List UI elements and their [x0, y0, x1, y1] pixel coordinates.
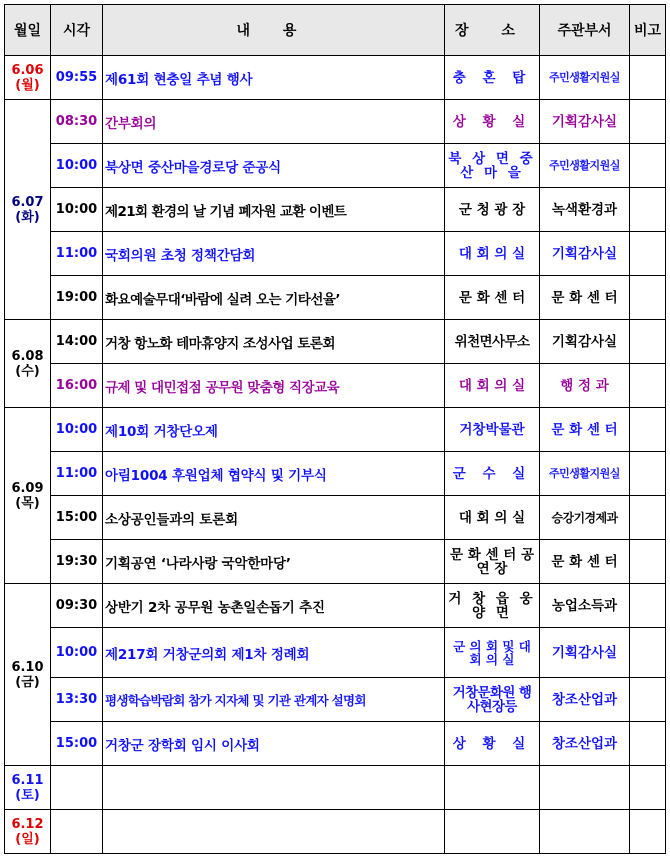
- dept-cell: 문 화 센 터: [540, 408, 630, 452]
- content-cell: [103, 810, 445, 854]
- place-cell: 상 황 실: [445, 100, 540, 144]
- note-cell: [630, 232, 666, 276]
- table-row: [5, 584, 666, 628]
- note-cell: [630, 628, 666, 678]
- day-label: (월): [15, 77, 40, 93]
- note-cell: [630, 496, 666, 540]
- date-cell: [5, 100, 51, 320]
- date-cell: [5, 766, 51, 810]
- table-row: [5, 100, 666, 144]
- date-label: 6.06: [11, 62, 44, 78]
- content-cell: 제10회 거창단오제: [103, 408, 445, 452]
- note-cell: [630, 766, 666, 810]
- note-cell: [630, 540, 666, 584]
- note-cell: [630, 320, 666, 364]
- date-label: 6.08: [11, 348, 44, 364]
- note-cell: [630, 100, 666, 144]
- table-row: [5, 144, 666, 188]
- table-row: [5, 540, 666, 584]
- day-label: (토): [15, 787, 40, 803]
- header-row: [5, 5, 666, 56]
- header-note: 비고: [630, 5, 666, 56]
- header-time: 시각: [51, 5, 103, 56]
- dept-cell: 기획감사실: [540, 628, 630, 678]
- header-dept: 주관부서: [540, 5, 630, 56]
- place-cell: 북 상 면 중 산 마 을: [445, 144, 540, 188]
- dept-cell: [540, 810, 630, 854]
- place-cell: 위천면사무소: [445, 320, 540, 364]
- content-cell: 제21회 환경의 날 기념 폐자원 교환 이벤트: [103, 188, 445, 232]
- note-cell: [630, 144, 666, 188]
- content-cell: 거창군 장학회 임시 이사회: [103, 722, 445, 766]
- note-cell: [630, 276, 666, 320]
- dept-cell: 창조산업과: [540, 722, 630, 766]
- time-cell: 15:00: [51, 496, 103, 540]
- time-cell: [51, 810, 103, 854]
- dept-cell: 주민생활지원실: [540, 452, 630, 496]
- table-row: [5, 766, 666, 810]
- table-row: [5, 232, 666, 276]
- content-cell: 상반기 2차 공무원 농촌일손돕기 추진: [103, 584, 445, 628]
- time-cell: [51, 766, 103, 810]
- dept-cell: [540, 766, 630, 810]
- dept-cell: 주민생활지원실: [540, 144, 630, 188]
- day-label: (목): [15, 495, 40, 511]
- table-row: [5, 810, 666, 854]
- place-cell: 군 수 실: [445, 452, 540, 496]
- place-cell: [445, 766, 540, 810]
- day-label: (화): [15, 209, 40, 225]
- date-label: 6.12: [11, 816, 44, 832]
- table-row: [5, 628, 666, 678]
- date-label: 6.11: [11, 772, 44, 788]
- time-cell: 19:30: [51, 540, 103, 584]
- time-cell: 10:00: [51, 408, 103, 452]
- date-cell: [5, 56, 51, 100]
- time-cell: 08:30: [51, 100, 103, 144]
- time-cell: 10:00: [51, 144, 103, 188]
- content-cell: 규제 및 대민접점 공무원 맞춤형 직장교육: [103, 364, 445, 408]
- date-label: 6.09: [11, 480, 44, 496]
- note-cell: [630, 452, 666, 496]
- place-cell: 상 황 실: [445, 722, 540, 766]
- content-cell: 소상공인들과의 토론회: [103, 496, 445, 540]
- place-cell: 군 의 회 및 대 회 의 실: [445, 628, 540, 678]
- time-cell: 19:00: [51, 276, 103, 320]
- day-label: (일): [15, 831, 40, 847]
- note-cell: [630, 408, 666, 452]
- note-cell: [630, 678, 666, 722]
- table-row: [5, 276, 666, 320]
- header-day: 월일: [5, 5, 51, 56]
- time-cell: 14:00: [51, 320, 103, 364]
- time-cell: 09:55: [51, 56, 103, 100]
- date-cell: [5, 408, 51, 584]
- note-cell: [630, 810, 666, 854]
- table-row: [5, 188, 666, 232]
- table-row: [5, 364, 666, 408]
- place-cell: 거창문화원 행사현장등: [445, 678, 540, 722]
- note-cell: [630, 56, 666, 100]
- content-cell: 국회의원 초청 정책간담회: [103, 232, 445, 276]
- date-cell: [5, 584, 51, 766]
- time-cell: 11:00: [51, 232, 103, 276]
- note-cell: [630, 188, 666, 232]
- note-cell: [630, 722, 666, 766]
- place-cell: 대 회 의 실: [445, 232, 540, 276]
- dept-cell: 창조산업과: [540, 678, 630, 722]
- place-cell: 문 화 센 터 공 연 장: [445, 540, 540, 584]
- content-cell: 평생학습박람회 참가 지자체 및 기관 관계자 설명회: [103, 678, 445, 722]
- content-cell: 기획공연 ‘나라사랑 국악한마당’: [103, 540, 445, 584]
- table-row: [5, 408, 666, 452]
- dept-cell: 행 정 과: [540, 364, 630, 408]
- dept-cell: 녹색환경과: [540, 188, 630, 232]
- dept-cell: 농업소득과: [540, 584, 630, 628]
- date-cell: [5, 320, 51, 408]
- time-cell: 11:00: [51, 452, 103, 496]
- dept-cell: 문 화 센 터: [540, 276, 630, 320]
- day-label: (금): [15, 674, 40, 690]
- content-cell: 제61회 현충일 추념 행사: [103, 56, 445, 100]
- table-row: [5, 722, 666, 766]
- dept-cell: 기획감사실: [540, 320, 630, 364]
- place-cell: 대 회 의 실: [445, 364, 540, 408]
- table-row: [5, 56, 666, 100]
- time-cell: 10:00: [51, 628, 103, 678]
- dept-cell: 기획감사실: [540, 232, 630, 276]
- date-label: 6.10: [11, 659, 44, 675]
- table-row: [5, 452, 666, 496]
- content-cell: 북상면 중산마을경로당 준공식: [103, 144, 445, 188]
- content-cell: 제217회 거창군의회 제1차 정례회: [103, 628, 445, 678]
- table-row: [5, 496, 666, 540]
- time-cell: 16:00: [51, 364, 103, 408]
- header-place: 장 소: [445, 5, 540, 56]
- header-content: 내 용: [103, 5, 445, 56]
- date-label: 6.07: [11, 194, 44, 210]
- time-cell: 10:00: [51, 188, 103, 232]
- content-cell: 간부회의: [103, 100, 445, 144]
- place-cell: 거창박물관: [445, 408, 540, 452]
- note-cell: [630, 364, 666, 408]
- table-row: [5, 320, 666, 364]
- place-cell: [445, 810, 540, 854]
- place-cell: 군 청 광 장: [445, 188, 540, 232]
- dept-cell: 승강기경제과: [540, 496, 630, 540]
- note-cell: [630, 584, 666, 628]
- dept-cell: 주민생활지원실: [540, 56, 630, 100]
- content-cell: 아림1004 후원업체 협약식 및 기부식: [103, 452, 445, 496]
- day-label: (수): [15, 363, 40, 379]
- dept-cell: 문 화 센 터: [540, 540, 630, 584]
- date-cell: [5, 810, 51, 854]
- table-row: [5, 678, 666, 722]
- place-cell: 대 회 의 실: [445, 496, 540, 540]
- time-cell: 09:30: [51, 584, 103, 628]
- schedule-table: [4, 4, 666, 854]
- content-cell: 거창 항노화 테마휴양지 조성사업 토론회: [103, 320, 445, 364]
- place-cell: 문 화 센 터: [445, 276, 540, 320]
- content-cell: [103, 766, 445, 810]
- time-cell: 13:30: [51, 678, 103, 722]
- content-cell: 화요예술무대‘바람에 실려 오는 기타선율’: [103, 276, 445, 320]
- place-cell: 충 혼 탑: [445, 56, 540, 100]
- dept-cell: 기획감사실: [540, 100, 630, 144]
- place-cell: 거 창 읍 웅 양 면: [445, 584, 540, 628]
- time-cell: 15:00: [51, 722, 103, 766]
